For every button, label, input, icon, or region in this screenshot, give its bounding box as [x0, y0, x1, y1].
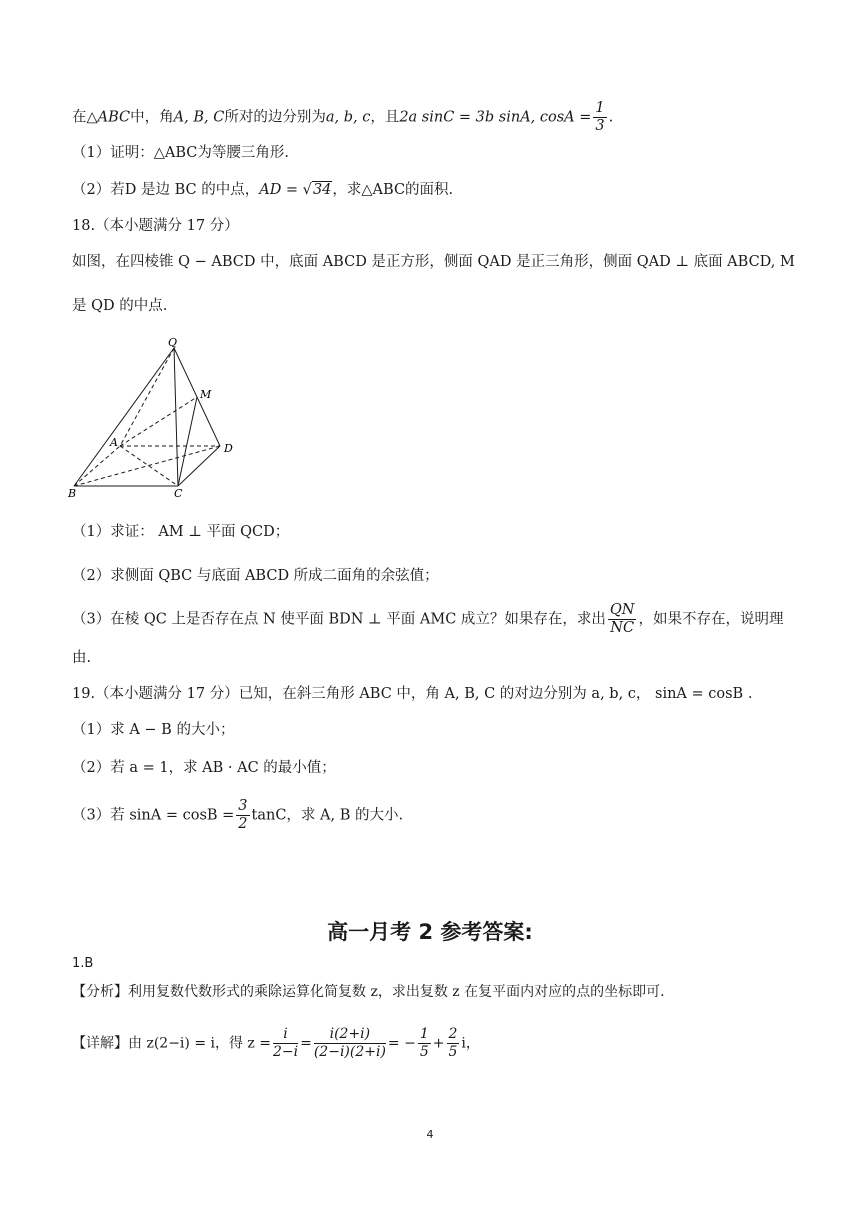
p17-q2: （2）若D 是边 BC 的中点，AD = √34，求△ABC的面积. — [72, 182, 454, 198]
math: A, B, C — [173, 109, 225, 126]
answers-title: 高一月考 2 参考答案: — [327, 920, 533, 944]
text: （2）若 — [72, 182, 125, 198]
fraction — [608, 602, 637, 637]
numerator: 3 — [238, 798, 248, 814]
p17-stem — [72, 100, 613, 135]
text: 中，角 — [130, 109, 174, 126]
label-m: M — [200, 388, 212, 401]
fraction — [593, 100, 606, 135]
p18-stem-1: 如图，在四棱锥 Q − ABCD 中，底面 ABCD 是正方形，侧面 QAD 是正三角形，侧面 QAD ⊥ 底面 ABCD, M — [72, 254, 795, 270]
p18-q3 — [72, 602, 783, 637]
text: ，且 — [370, 109, 400, 126]
math: △ABC — [86, 109, 131, 126]
sqrt-value: 34 — [312, 182, 332, 198]
fraction-3 — [418, 1026, 431, 1061]
p19-q2: （2）若 a = 1，求 AB · AC 的最小值； — [72, 760, 336, 776]
math: AD = — [259, 182, 299, 198]
label-c: C — [174, 487, 183, 500]
text: tanC，求 A, B 的大小. — [251, 807, 404, 824]
label-a: A — [110, 436, 118, 449]
p19-q1: （1）求 A − B 的大小； — [72, 722, 235, 738]
text: = − — [387, 1035, 416, 1052]
label-d: D — [224, 442, 233, 455]
text: D 是边 BC 的中点， — [124, 182, 260, 198]
p18-q2: （2）求侧面 QBC 与底面 ABCD 所成二面角的余弦值； — [72, 568, 439, 584]
numerator: i(2+i) — [314, 1026, 386, 1044]
text: （3）在棱 QC 上是否存在点 N 使平面 BDN ⊥ 平面 AMC 成立？如果存在，求出 — [72, 611, 606, 628]
page-number: 4 — [426, 1128, 434, 1141]
label-q: Q — [168, 336, 178, 349]
numerator: i — [273, 1026, 298, 1044]
p17-q1: （1）证明：△ABC为等腰三角形. — [72, 145, 289, 161]
numerator: 2 — [448, 1026, 458, 1042]
text: = — [300, 1035, 312, 1052]
fraction-1 — [273, 1026, 298, 1061]
denominator: 5 — [419, 1044, 429, 1060]
p18-stem-2: 是 QD 的中点. — [72, 298, 168, 314]
text: ，如果不存在，说明理 — [638, 611, 784, 628]
denominator: NC — [610, 620, 635, 636]
answer-item: 1.B — [72, 956, 94, 971]
p18-q3-cont: 由. — [72, 650, 92, 666]
math: a, b, c — [325, 109, 371, 126]
text: + — [432, 1035, 445, 1052]
text: （3）若 sinA = cosB = — [72, 807, 235, 824]
numerator: 1 — [595, 100, 605, 116]
fraction — [236, 798, 249, 833]
text: . — [608, 109, 614, 126]
answer-analysis: 【分析】利用复数代数形式的乘除运算化简复数 z，求出复数 z 在复平面内对应的点的坐标即可. — [72, 984, 665, 1000]
numerator: QN — [609, 602, 635, 618]
fraction-2 — [314, 1026, 386, 1061]
denominator: (2−i)(2+i) — [313, 1044, 386, 1060]
label-b: B — [68, 487, 77, 500]
pyramid-figure — [62, 334, 242, 504]
fraction-4 — [447, 1026, 460, 1061]
denominator: 2 — [238, 816, 248, 832]
denominator: 5 — [448, 1044, 458, 1060]
p18-q1: （1）求证： AM ⊥ 平面 QCD； — [72, 524, 290, 540]
denominator: 2−i — [272, 1044, 299, 1060]
text: ，求△ABC的面积. — [332, 182, 454, 198]
text: 所对的边分别为 — [224, 109, 326, 126]
answer-detail — [72, 1026, 480, 1061]
denominator: 3 — [595, 118, 605, 134]
text: 【详解】由 z(2−i) = i，得 z = — [72, 1035, 271, 1052]
text: 在 — [72, 109, 87, 126]
math: 2a sinC = 3b sinA, cosA = — [399, 109, 592, 126]
text: i， — [461, 1035, 480, 1052]
p18-header: 18.（本小题满分 17 分） — [72, 218, 239, 234]
p19-stem: 19.（本小题满分 17 分）已知，在斜三角形 ABC 中，角 A, B, C 的对边分别为 a, b, c， sinA = cosB . — [72, 686, 753, 702]
p19-q3 — [72, 798, 403, 833]
numerator: 1 — [419, 1026, 429, 1042]
